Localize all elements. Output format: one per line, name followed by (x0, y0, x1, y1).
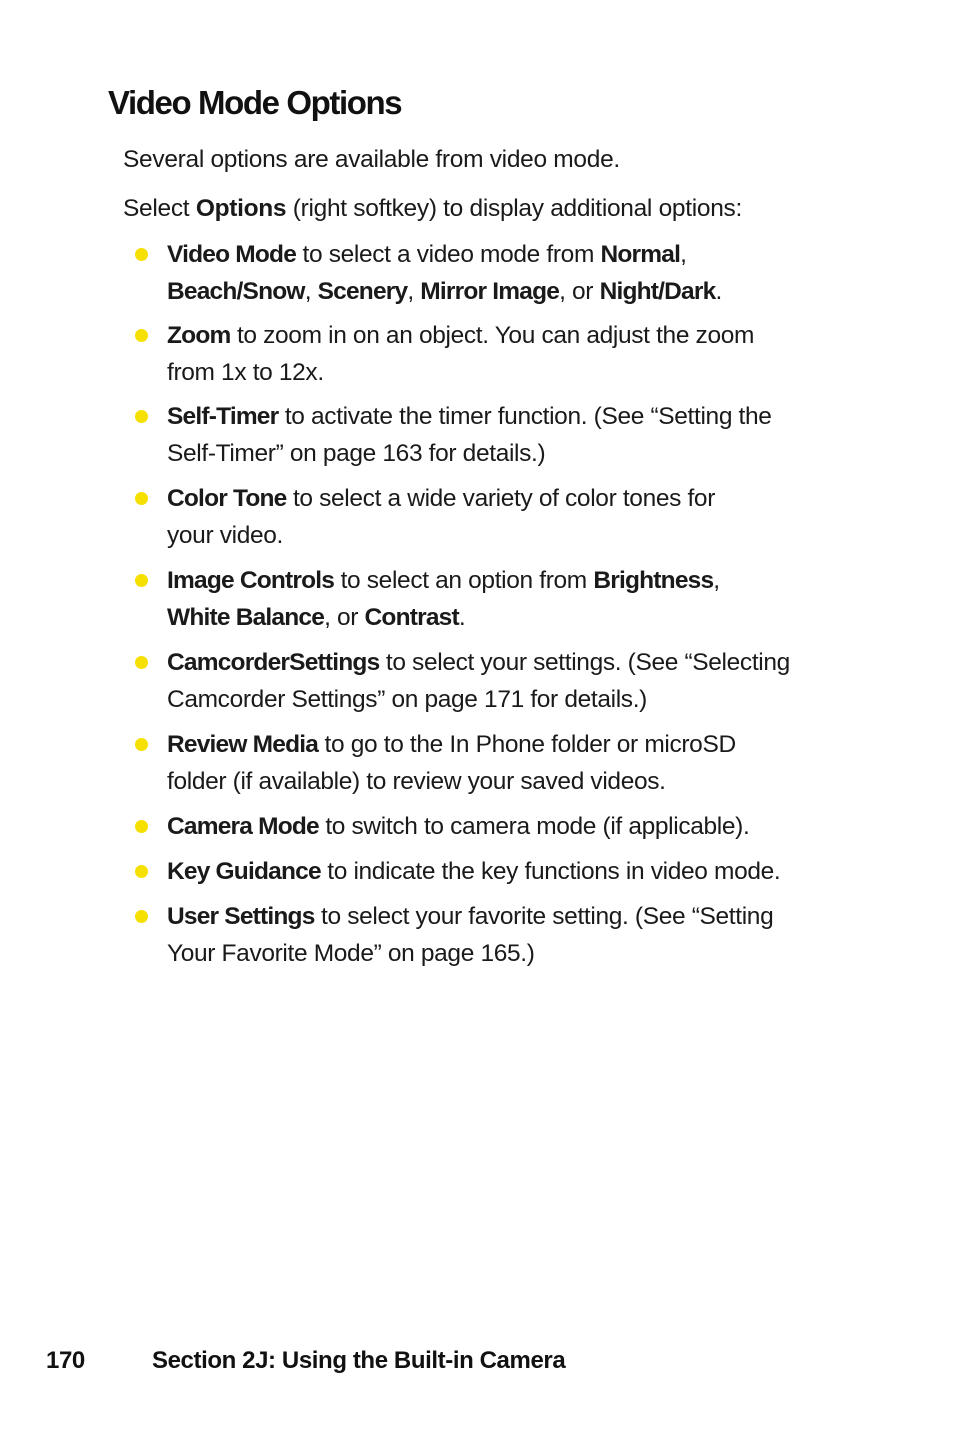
option-item-key-guidance (167, 854, 867, 891)
option-text: , (407, 277, 421, 305)
option-term: Brightness (593, 567, 714, 594)
option-text: . (715, 277, 722, 305)
option-text: from 1x to 12x. (167, 358, 324, 386)
option-term: Night/Dark (599, 277, 716, 305)
bullet-icon (135, 492, 148, 505)
page-footer (46, 1347, 566, 1375)
option-text: to indicate the key functions in video mode. (320, 858, 781, 885)
option-text: to select a wide variety of color tones for (286, 485, 716, 512)
option-text: , or (559, 277, 600, 305)
option-item-review-media (167, 727, 867, 800)
select-pre-text: Select (123, 195, 196, 222)
option-line (167, 899, 867, 936)
option-term: Normal (600, 241, 681, 268)
option-term: Camera Mode (167, 813, 319, 840)
intro-paragraph: Several options are available from video mode. (123, 146, 620, 173)
option-term: Review Media (167, 731, 319, 758)
option-text: your video. (167, 521, 283, 549)
option-term: Key Guidance (167, 858, 321, 885)
bullet-icon (135, 738, 148, 751)
section-title: Section 2J: Using the Built-in Camera (152, 1347, 566, 1374)
bullet-icon (135, 329, 148, 342)
page-number: 170 (46, 1347, 85, 1374)
bullet-icon (135, 248, 148, 261)
option-term: Scenery (317, 277, 408, 305)
bullet-icon (135, 656, 148, 669)
option-item-self-timer (167, 399, 867, 472)
option-text: folder (if available) to review your saved videos. (167, 767, 666, 795)
select-post-text: (right softkey) to display additional options: (286, 195, 742, 222)
option-line (167, 563, 867, 600)
select-options-paragraph (123, 191, 742, 227)
option-line (167, 237, 867, 274)
option-line (167, 318, 867, 355)
option-term: Mirror Image (420, 277, 560, 305)
option-term: Video Mode (167, 241, 297, 268)
option-text: . (458, 603, 466, 631)
option-item-video-mode (167, 237, 867, 310)
option-line (167, 764, 867, 801)
option-line (167, 399, 867, 436)
option-term: CamcorderSettings (167, 649, 380, 676)
option-text: , (713, 567, 720, 594)
option-text: to select your settings. (See “Selecting (379, 649, 790, 676)
option-line (167, 645, 867, 682)
option-text: , or (324, 603, 365, 631)
option-item-zoom (167, 318, 867, 391)
option-text: to select a video mode from (296, 241, 601, 268)
page-title: Video Mode Options (108, 84, 402, 121)
option-text: to select your favorite setting. (See “Setting (314, 903, 774, 930)
option-line (167, 936, 867, 973)
option-text: to activate the timer function. (See “Setting the (278, 403, 772, 430)
option-item-user-settings (167, 899, 867, 972)
bullet-icon (135, 410, 148, 423)
option-term: Self-Timer (167, 403, 279, 430)
option-item-camera-mode (167, 809, 867, 846)
option-line (167, 481, 867, 518)
option-item-camcorder-settings (167, 645, 867, 718)
option-item-color-tone (167, 481, 867, 554)
option-text: to zoom in on an object. You can adjust the zoom (230, 322, 755, 349)
option-term: Zoom (167, 322, 231, 349)
option-term: User Settings (167, 903, 315, 930)
option-line (167, 727, 867, 764)
option-text: Self-Timer” on page 163 for details.) (167, 439, 546, 467)
option-line (167, 518, 867, 555)
option-term: Color Tone (167, 485, 287, 512)
option-item-image-controls (167, 563, 867, 636)
options-softkey-term: Options (195, 195, 287, 222)
option-term: White Balance (167, 603, 325, 631)
option-line (167, 436, 867, 473)
option-line (167, 682, 867, 719)
option-text: Camcorder Settings” on page 171 for details.) (167, 685, 647, 713)
option-text: to select an option from (334, 567, 594, 594)
option-line (167, 809, 867, 846)
option-term: Image Controls (167, 567, 335, 594)
bullet-icon (135, 865, 148, 878)
option-line (167, 274, 867, 311)
option-text: , (304, 277, 318, 305)
option-text: , (680, 241, 687, 268)
option-line (167, 355, 867, 392)
bullet-icon (135, 574, 148, 587)
option-line (167, 600, 867, 637)
bullet-icon (135, 820, 148, 833)
option-term: Contrast (364, 603, 459, 631)
option-term: Beach/Snow (167, 277, 305, 305)
option-text: to go to the In Phone folder or microSD (318, 731, 736, 758)
option-line (167, 854, 867, 891)
option-text: Your Favorite Mode” on page 165.) (167, 939, 535, 967)
bullet-icon (135, 910, 148, 923)
option-text: to switch to camera mode (if applicable). (318, 813, 750, 840)
